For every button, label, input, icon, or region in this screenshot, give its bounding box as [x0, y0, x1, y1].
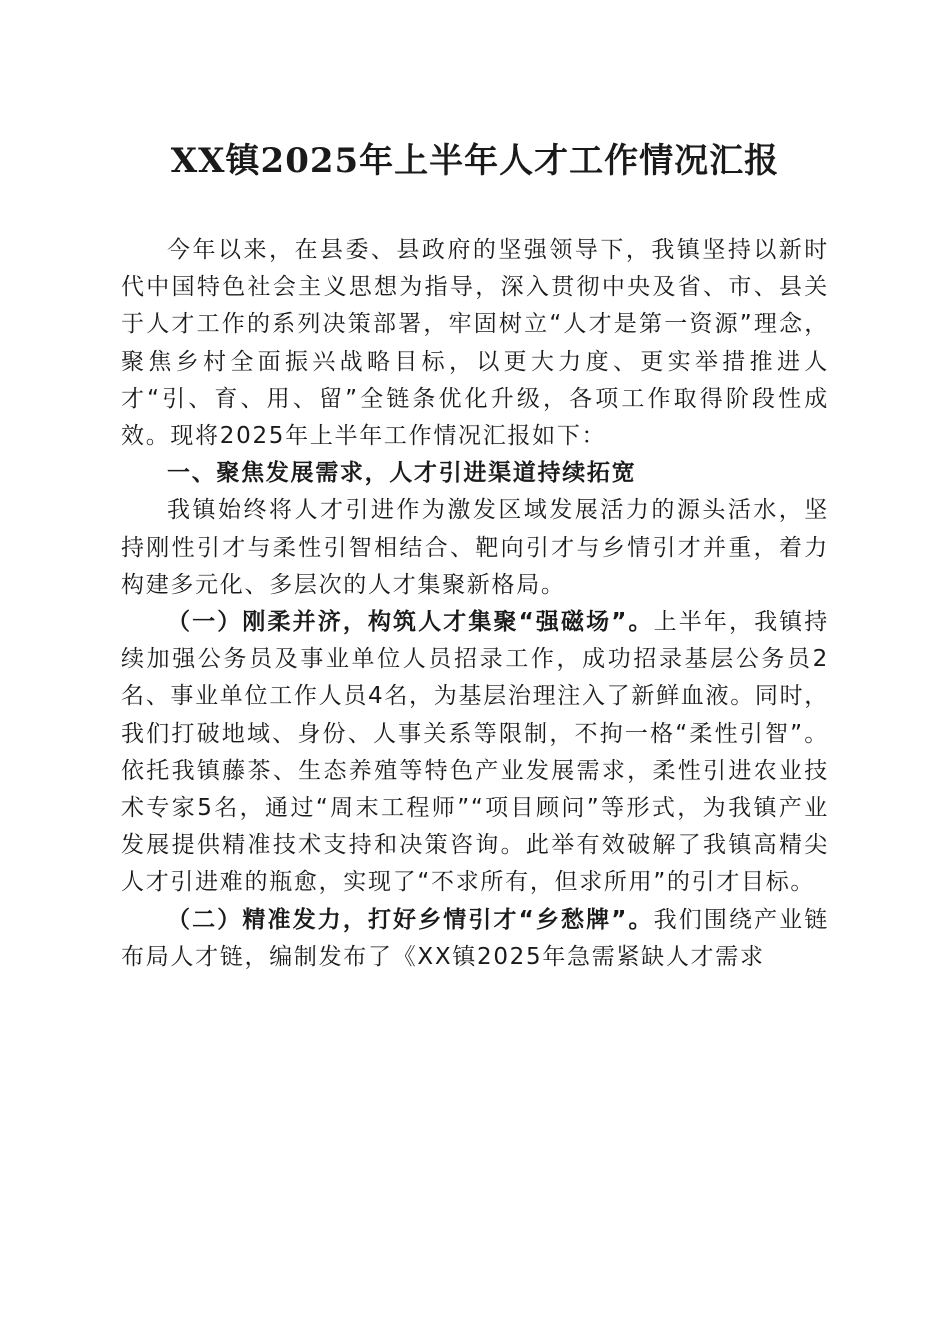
section-1-item-2-subheading: （二）精准发力，打好乡情引才“乡愁牌”。	[167, 906, 654, 933]
intro-paragraph: 今年以来，在县委、县政府的坚强领导下，我镇坚持以新时代中国特色社会主义思想为指导，深入贯彻中央及省、市、县关于人才工作的系列决策部署，牢固树立“人才是第一资源”理念，聚焦乡村全面振兴战略目标，以更大力度、更实举措推进人才“引、育、用、留”全链条优化升级，各项工作取得阶段性成效。现将2025年上半年工作情况汇报如下：	[121, 237, 829, 450]
section-1-item-1-subheading: （一）刚柔并济，构筑人才集聚“强磁场”。	[167, 609, 654, 636]
document-title: XX镇2025年上半年人才工作情况汇报	[170, 141, 780, 181]
section-1-lead-paragraph: 我镇始终将人才引进作为激发区域发展活力的源头活水，坚持刚性引才与柔性引智相结合、靶向引才与乡情引才并重，着力构建多元化、多层次的人才集聚新格局。	[121, 497, 829, 598]
document-body	[121, 232, 829, 976]
section-1-item-1-text: 上半年，我镇持续加强公务员及事业单位人员招录工作，成功招录基层公务员2名、事业单位工作人员4名，为基层治理注入了新鲜血液。同时，我们打破地域、身份、人事关系等限制，不拘一格“柔性引智”。依托我镇藤茶、生态养殖等特色产业发展需求，柔性引进农业技术专家5名，通过“周末工程师”“项目顾问”等形式，为我镇产业发展提供精准技术支持和决策咨询。此举有效破解了我镇高精尖人才引进难的瓶愈，实现了“不求所有，但求所用”的引才目标。	[121, 609, 829, 896]
section-1-item-1-paragraph	[121, 604, 829, 902]
section-1-item-2-paragraph	[121, 902, 829, 976]
section-1-heading: 一、聚焦发展需求，人才引进渠道持续拓宽	[167, 460, 637, 487]
section-1-item-2-text: 我们围绕产业链布局人才链，编制发布了《XX镇2025年急需紧缺人才需求	[121, 906, 829, 970]
